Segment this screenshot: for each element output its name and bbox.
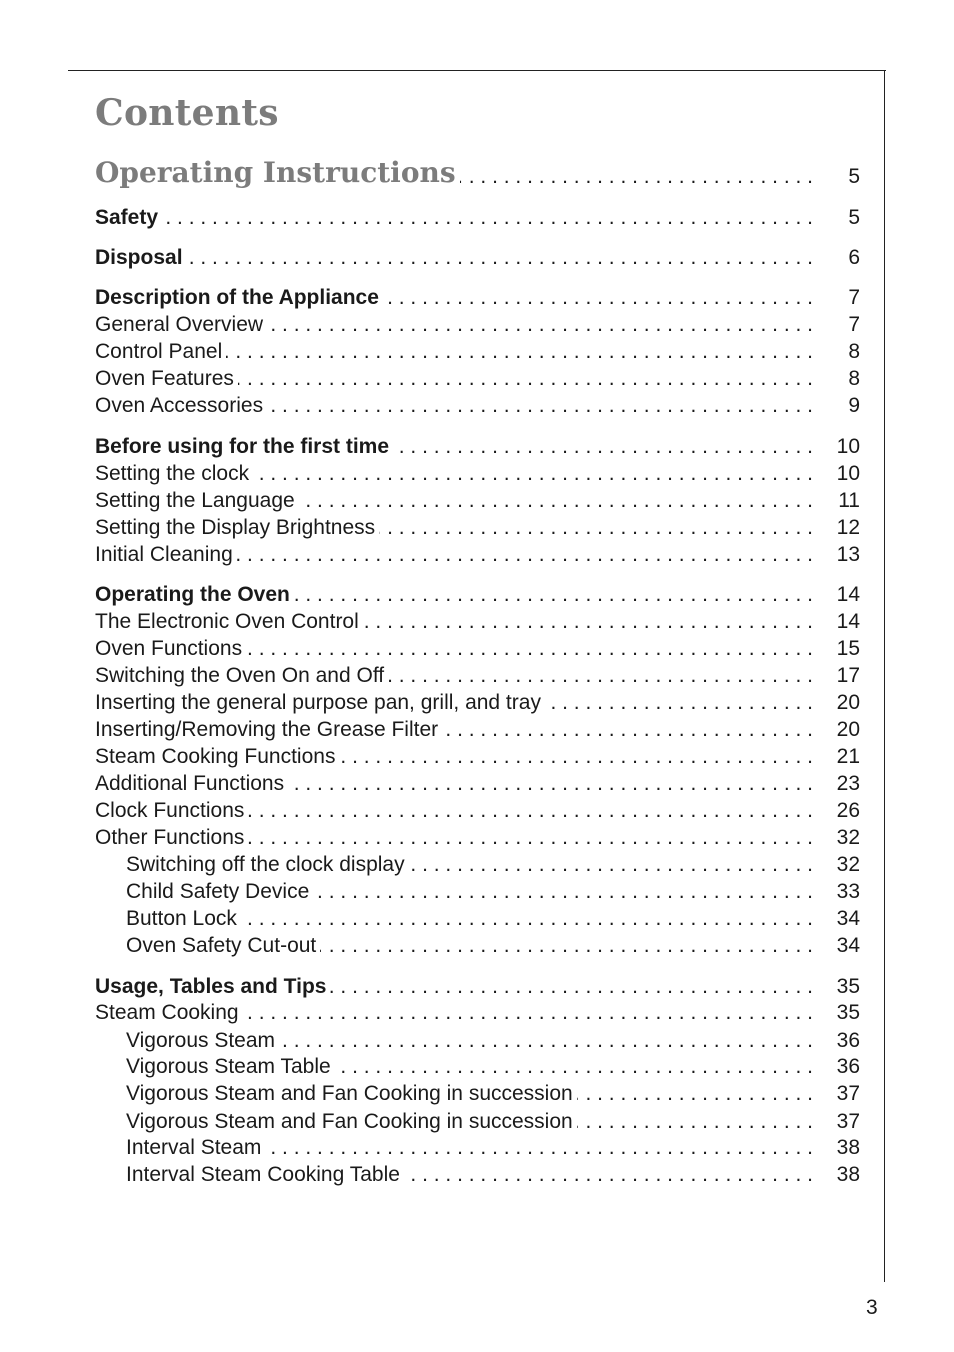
toc-entry-page: 34 xyxy=(836,934,860,957)
toc-entry-label-line xyxy=(126,1055,813,1079)
toc-entry[interactable] xyxy=(95,340,860,367)
toc-entry[interactable] xyxy=(95,583,860,610)
toc-entry[interactable] xyxy=(95,799,860,826)
right-margin-rule xyxy=(884,70,885,1282)
toc-entry-label: Vigorous Steam and Fan Cooking in succession xyxy=(126,1110,577,1133)
toc-entry-page: 20 xyxy=(836,718,860,741)
toc-entry[interactable] xyxy=(95,880,860,907)
toc-entry-label: Interval Steam Cooking Table xyxy=(126,1163,404,1186)
toc-entry-label-line xyxy=(95,206,813,230)
toc-entry-page: 5 xyxy=(848,206,860,229)
toc-entry-label-line xyxy=(95,583,813,607)
toc-entry-label-line xyxy=(95,718,813,742)
toc-entry-page: 9 xyxy=(848,394,860,417)
toc-entry-page: 34 xyxy=(836,907,860,930)
toc-entry-label: Oven Functions xyxy=(95,637,246,660)
toc-entry-label: Oven Features xyxy=(95,367,238,390)
toc-entry-label: Setting the Language xyxy=(95,489,299,512)
toc-entry-label-line xyxy=(95,286,813,310)
toc-entry-label: Switching off the clock display xyxy=(126,853,409,876)
toc-entry-label-line xyxy=(126,934,813,958)
toc-entry-label-line xyxy=(95,367,813,391)
toc-entry-label: Description of the Appliance xyxy=(95,286,383,309)
toc-entry-label-line xyxy=(126,853,813,877)
toc-entry[interactable] xyxy=(95,718,860,745)
toc-entry-label-line xyxy=(95,157,813,189)
toc-entry-page: 36 xyxy=(836,1055,860,1078)
toc-entry-label-line xyxy=(95,246,813,270)
toc-entry-label: Button Lock xyxy=(126,907,241,930)
toc-entry-label-line xyxy=(95,772,813,796)
toc-entry-label-line xyxy=(95,975,813,999)
toc-entry-page: 11 xyxy=(838,489,860,512)
toc-entry[interactable] xyxy=(95,394,860,421)
toc-entry-label-line xyxy=(95,340,813,364)
toc-entry-label-line xyxy=(95,394,813,418)
toc-entry[interactable] xyxy=(95,610,860,637)
toc-entry-page: 32 xyxy=(836,853,860,876)
toc-entry[interactable] xyxy=(95,664,860,691)
toc-entry-label: Oven Safety Cut-out xyxy=(126,934,320,957)
toc-entry-label: Setting the clock xyxy=(95,462,253,485)
page-title: Contents xyxy=(95,92,279,134)
toc-entry-label: Oven Accessories xyxy=(95,394,267,417)
toc-entry[interactable] xyxy=(95,435,860,462)
toc-entry-label: Other Functions xyxy=(95,826,248,849)
toc-entry-page: 21 xyxy=(836,745,860,768)
toc-entry-label-line xyxy=(95,489,813,513)
toc-entry-page: 7 xyxy=(848,313,860,336)
toc-entry-label-line xyxy=(95,637,813,661)
toc-entry[interactable] xyxy=(95,367,860,394)
toc-entry-label-line xyxy=(95,543,813,567)
toc-entry-label: Vigorous Steam and Fan Cooking in succession xyxy=(126,1082,577,1105)
toc-entry[interactable] xyxy=(95,934,860,961)
toc-entry[interactable] xyxy=(95,853,860,880)
toc-entry-label-line xyxy=(95,664,813,688)
toc-entry-label: Usage, Tables and Tips xyxy=(95,975,330,998)
toc-entry[interactable] xyxy=(95,745,860,772)
toc-entry-label: Disposal xyxy=(95,246,187,269)
toc-entry-label-line xyxy=(95,462,813,486)
toc-entry-page: 12 xyxy=(836,516,860,539)
toc-entry-label: Before using for the first time xyxy=(95,435,393,458)
toc-entry-page: 6 xyxy=(848,246,860,269)
toc-entry-label: Operating the Oven xyxy=(95,583,294,606)
toc-entry-page: 10 xyxy=(836,462,860,485)
toc-entry-label: Steam Cooking xyxy=(95,1001,243,1024)
toc-entry[interactable] xyxy=(95,975,860,1002)
toc-entry[interactable] xyxy=(95,637,860,664)
toc-entry-label-line xyxy=(95,826,813,850)
toc-entry-label-line xyxy=(95,691,813,715)
toc-entry[interactable] xyxy=(95,462,860,489)
toc-entry-page: 35 xyxy=(836,975,860,998)
toc-entry[interactable] xyxy=(95,313,860,340)
toc-entry[interactable] xyxy=(95,1110,860,1137)
toc-entry-label-line xyxy=(126,907,813,931)
toc-entry-page: 37 xyxy=(836,1082,860,1105)
toc-entry[interactable] xyxy=(95,157,860,192)
toc-entry-label: Control Panel xyxy=(95,340,226,363)
toc-entry-label-line xyxy=(95,745,813,769)
toc-entry-page: 33 xyxy=(836,880,860,903)
toc-entry-page: 15 xyxy=(836,637,860,660)
toc-entry-label-line xyxy=(95,313,813,337)
toc-entry[interactable] xyxy=(95,1001,860,1028)
toc-entry[interactable] xyxy=(95,691,860,718)
toc-entry-label-line xyxy=(126,1029,813,1053)
toc-entry-label: Child Safety Device xyxy=(126,880,313,903)
toc-entry-page: 26 xyxy=(836,799,860,822)
toc-entry-label-line xyxy=(126,1082,813,1106)
toc-entry-label: Safety xyxy=(95,206,162,229)
toc-entry-page: 35 xyxy=(836,1001,860,1024)
page-number: 3 xyxy=(866,1296,878,1319)
toc-entry-label: Vigorous Steam xyxy=(126,1029,279,1052)
toc-entry-label-line xyxy=(126,880,813,904)
toc-entry-page: 36 xyxy=(836,1029,860,1052)
toc-entry-page: 8 xyxy=(848,340,860,363)
toc-entry-page: 38 xyxy=(836,1163,860,1186)
toc-entry-label-line xyxy=(126,1136,813,1160)
toc-entry[interactable] xyxy=(95,206,860,233)
toc-entry-label-line xyxy=(126,1110,813,1134)
toc-entry[interactable] xyxy=(95,826,860,853)
toc-entry-label-line xyxy=(95,435,813,459)
toc-entry-label: Inserting the general purpose pan, grill, and tray xyxy=(95,691,545,714)
toc-entry[interactable] xyxy=(95,489,860,516)
toc-entry[interactable] xyxy=(95,246,860,273)
toc-entry-label: Steam Cooking Functions xyxy=(95,745,339,768)
toc-entry-label: Setting the Display Brightness xyxy=(95,516,379,539)
toc-entry[interactable] xyxy=(95,1136,860,1163)
toc-entry-page: 14 xyxy=(836,610,860,633)
toc-entry[interactable] xyxy=(95,1082,860,1109)
toc-entry-label-line xyxy=(126,1163,813,1187)
toc-entry[interactable] xyxy=(95,516,860,543)
top-rule xyxy=(68,70,886,71)
toc-entry-page: 14 xyxy=(836,583,860,606)
toc-entry-page: 7 xyxy=(848,286,860,309)
toc-entry-label: Operating Instructions xyxy=(95,157,460,189)
toc-entry[interactable] xyxy=(95,1163,860,1190)
toc-entry[interactable] xyxy=(95,907,860,934)
toc-entry[interactable] xyxy=(95,772,860,799)
toc-entry[interactable] xyxy=(95,286,860,313)
toc-entry-label-line xyxy=(95,610,813,634)
toc-entry-page: 8 xyxy=(848,367,860,390)
toc-entry[interactable] xyxy=(95,543,860,570)
toc-entry-label-line xyxy=(95,1001,813,1025)
toc-entry-label: Vigorous Steam Table xyxy=(126,1055,335,1078)
toc-entry-label: Initial Cleaning xyxy=(95,543,237,566)
toc-entry[interactable] xyxy=(95,1029,860,1056)
toc-entry[interactable] xyxy=(95,1055,860,1082)
toc-entry-page: 17 xyxy=(836,664,860,687)
toc-entry-label-line xyxy=(95,799,813,823)
toc-entry-label: Interval Steam xyxy=(126,1136,265,1159)
toc-entry-page: 23 xyxy=(836,772,860,795)
toc-entry-label-line xyxy=(95,516,813,540)
toc-entry-label: The Electronic Oven Control xyxy=(95,610,363,633)
toc-entry-page: 5 xyxy=(848,165,860,188)
toc-entry-label: Clock Functions xyxy=(95,799,248,822)
toc-entry-page: 10 xyxy=(836,435,860,458)
toc-entry-page: 37 xyxy=(836,1110,860,1133)
toc-entry-page: 38 xyxy=(836,1136,860,1159)
toc-entry-label: Additional Functions xyxy=(95,772,288,795)
toc-entry-label: General Overview xyxy=(95,313,267,336)
toc-entry-page: 32 xyxy=(836,826,860,849)
toc-entry-page: 20 xyxy=(836,691,860,714)
toc-entry-page: 13 xyxy=(836,543,860,566)
toc-entry-label: Switching the Oven On and Off xyxy=(95,664,388,687)
toc-entry-label: Inserting/Removing the Grease Filter xyxy=(95,718,442,741)
